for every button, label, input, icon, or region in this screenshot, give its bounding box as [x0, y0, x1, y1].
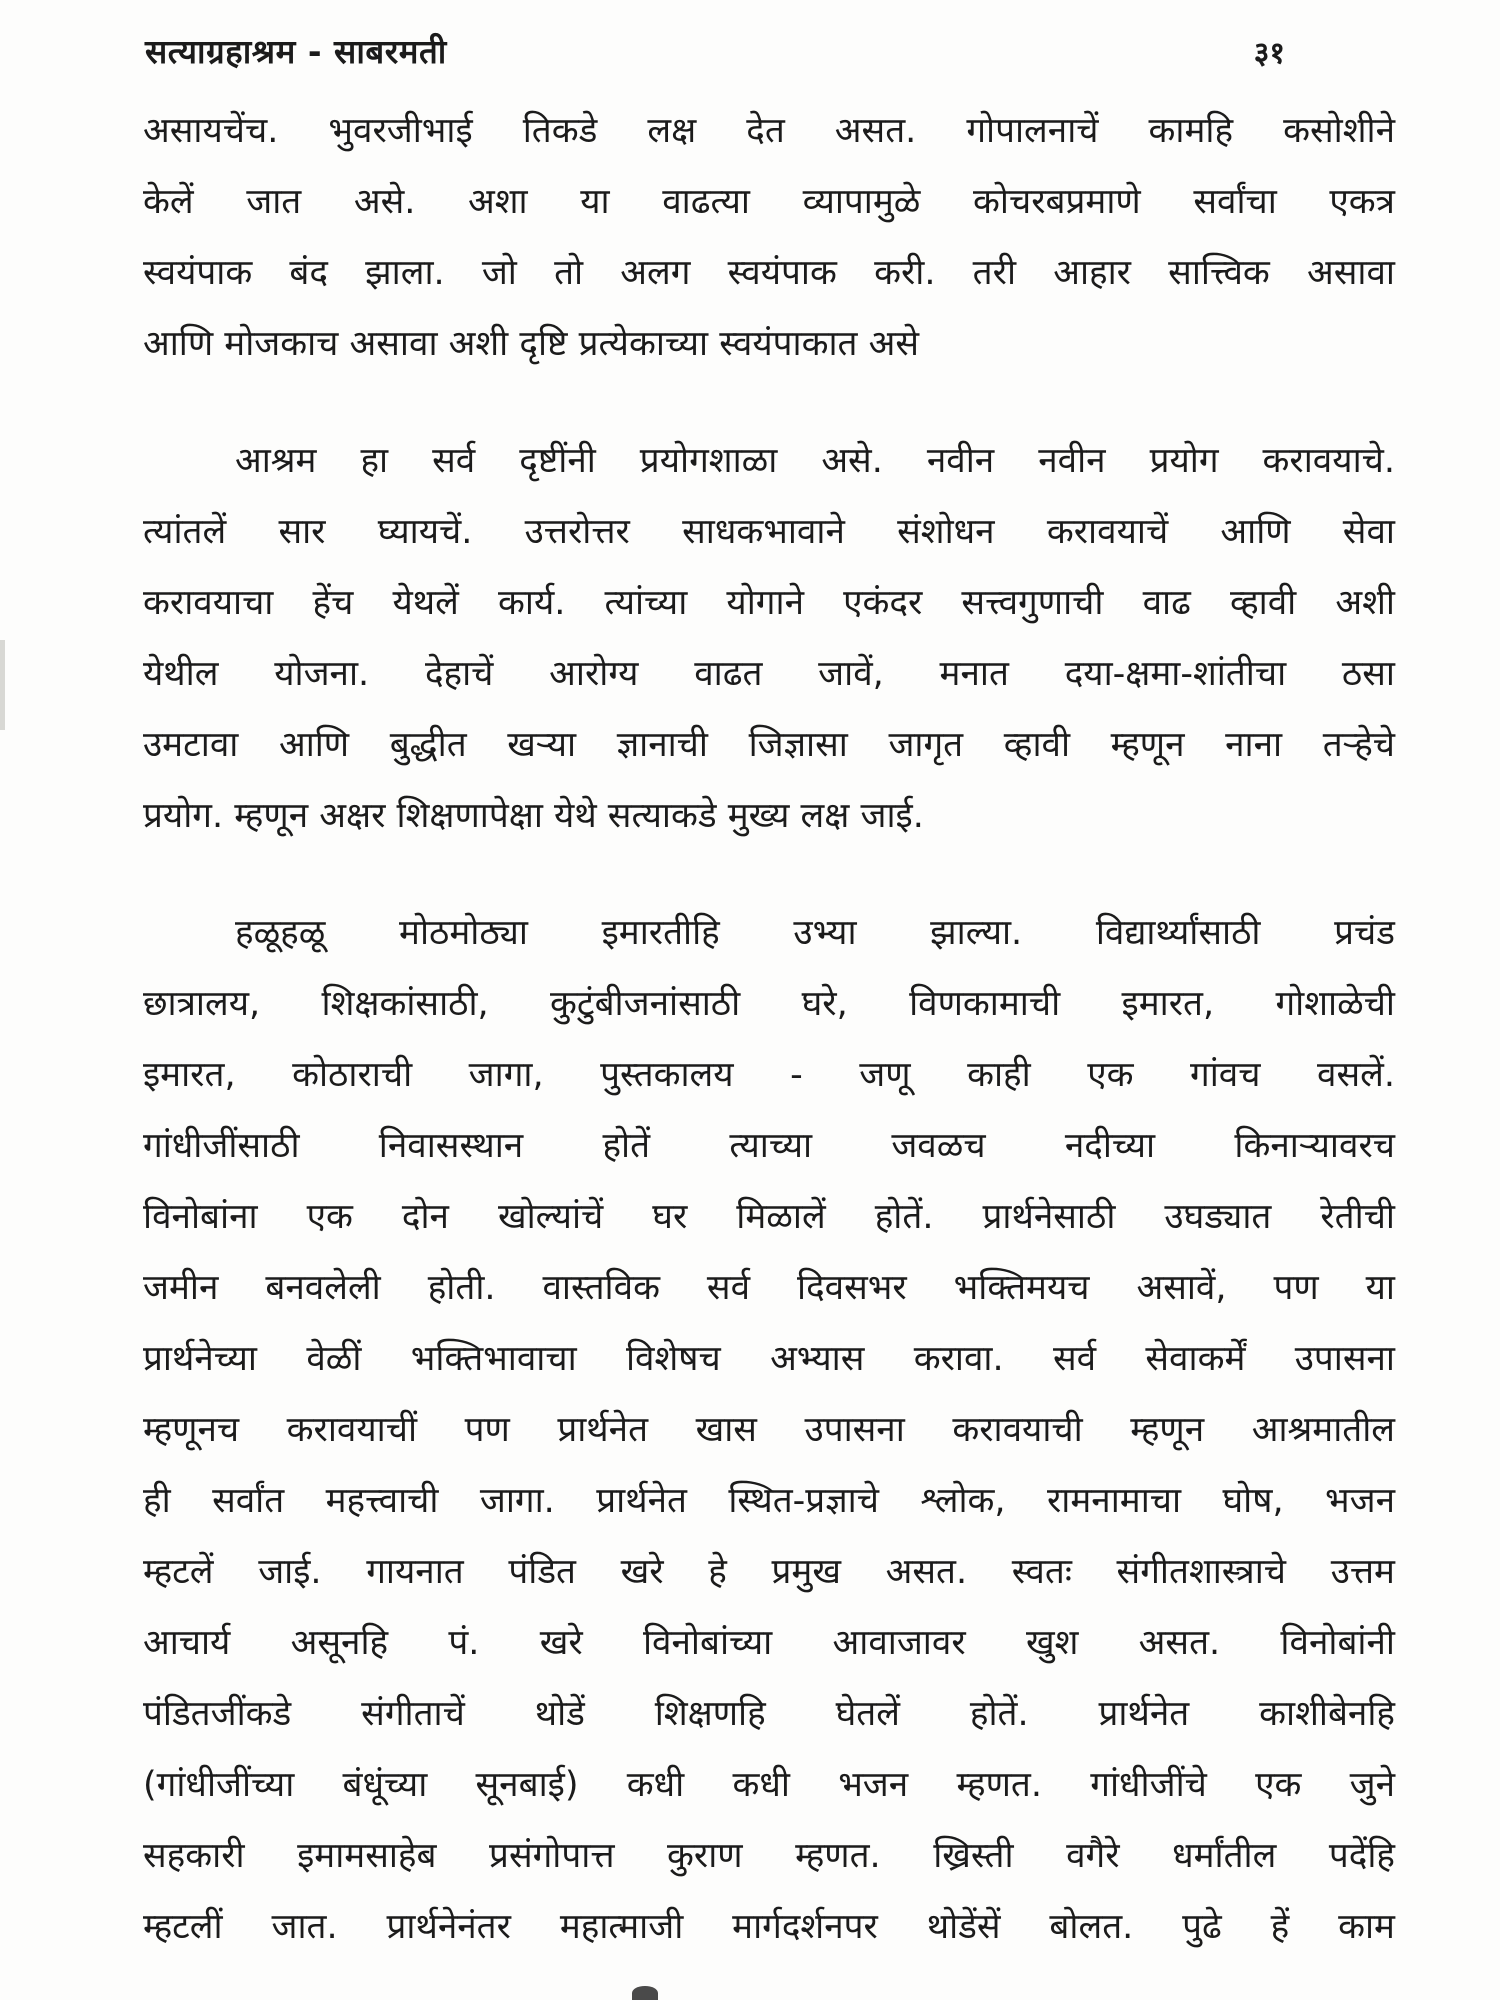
text-line: आश्रम हा सर्व दृष्टींनी प्रयोगशाळा असे. नवीन नवीन प्रयोग करावयाचे.: [235, 441, 1395, 481]
text-line: उमटावा आणि बुद्धीत खऱ्या ज्ञानाची जिज्ञासा जागृत व्हावी म्हणून नाना तऱ्हेचे: [143, 725, 1395, 765]
text-line: हळूहळू मोठमोठ्या इमारतीहि उभ्या झाल्या. विद्यार्थ्यांसाठी प्रचंड: [235, 913, 1395, 953]
text-line: येथील योजना. देहाचें आरोग्य वाढत जावें, मनात दया-क्षमा-शांतीचा ठसा: [143, 654, 1395, 694]
text-line: असायचेंच. भुवरजीभाई तिकडे लक्ष देत असत. गोपालनाचें कामहि कसोशीने: [143, 111, 1395, 151]
scan-smudge: [0, 640, 5, 730]
text-line: छात्रालय, शिक्षकांसाठी, कुटुंबीजनांसाठी घरे, विणकामाची इमारत, गोशाळेची: [143, 984, 1395, 1024]
text-line: त्यांतलें सार घ्यायचें. उत्तरोत्तर साधकभावाने संशोधन करावयाचें आणि सेवा: [143, 512, 1395, 552]
text-line: विनोबांना एक दोन खोल्यांचें घर मिळालें होतें. प्रार्थनेसाठी उघड्यात रेतीची: [143, 1197, 1395, 1237]
page-header: [145, 28, 1390, 73]
text-line: प्रार्थनेच्या वेळीं भक्तिभावाचा विशेषच अभ्यास करावा. सर्व सेवाकर्में उपासना: [143, 1339, 1395, 1379]
text-line: म्हणूनच करावयाचीं पण प्रार्थनेत खास उपासना करावयाची म्हणून आश्रमातील: [143, 1410, 1395, 1450]
text-line: इमारत, कोठाराची जागा, पुस्तकालय - जणू काही एक गांवच वसलें.: [143, 1055, 1395, 1095]
text-line: पंडितजींकडे संगीताचें थोडें शिक्षणहि घेतलें होतें. प्रार्थनेत काशीबेनहि: [143, 1694, 1395, 1734]
text-line: सहकारी इमामसाहेब प्रसंगोपात्त कुराण म्हणत. ख्रिस्ती वगैरे धर्मांतील पदेंहि: [143, 1836, 1395, 1876]
text-line: म्हटलीं जात. प्रार्थनेनंतर महात्माजी मार्गदर्शनपर थोडेंसें बोलत. पुढे हें काम: [143, 1907, 1395, 1947]
text-line: आणि मोजकाच असावा अशी दृष्टि प्रत्येकाच्या स्वयंपाकात असे: [143, 324, 919, 364]
text-line: केलें जात असे. अशा या वाढत्या व्यापामुळे कोचरबप्रमाणे सर्वांचा एकत्र: [143, 182, 1395, 222]
paragraph: [143, 898, 1395, 1963]
text-line: प्रयोग. म्हणून अक्षर शिक्षणापेक्षा येथे सत्याकडे मुख्य लक्ष जाई.: [143, 796, 924, 836]
text-line: (गांधीजींच्या बंधूंच्या सूनबाई) कधी कधी भजन म्हणत. गांधीजींचे एक जुने: [143, 1765, 1395, 1805]
page-title: सत्याग्रहाश्रम - साबरमती: [145, 32, 447, 71]
text-body: [143, 96, 1395, 2000]
paragraph: [143, 426, 1395, 852]
text-line: आचार्य असूनहि पं. खरे विनोबांच्या आवाजावर खुश असत. विनोबांनी: [143, 1623, 1395, 1663]
page-number: ३१: [1253, 36, 1285, 71]
text-line: ही सर्वांत महत्त्वाची जागा. प्रार्थनेत स्थित-प्रज्ञाचे श्लोक, रामनामाचा घोष, भजन: [143, 1481, 1395, 1521]
scan-artifact: [632, 1986, 658, 2000]
text-line: करावयाचा हेंच येथलें कार्य. त्यांच्या योगाने एकंदर सत्त्वगुणाची वाढ व्हावी अशी: [143, 583, 1395, 623]
text-line: म्हटलें जाई. गायनात पंडित खरे हे प्रमुख असत. स्वतः संगीतशास्त्राचे उत्तम: [143, 1552, 1395, 1592]
text-line: जमीन बनवलेली होती. वास्तविक सर्व दिवसभर भक्तिमयच असावें, पण या: [143, 1268, 1395, 1308]
text-line: गांधीजींसाठी निवासस्थान होतें त्याच्या जवळच नदीच्या किनाऱ्यावरच: [143, 1126, 1395, 1166]
text-line: स्वयंपाक बंद झाला. जो तो अलग स्वयंपाक करी. तरी आहार सात्त्विक असावा: [143, 253, 1395, 293]
paragraph: [143, 96, 1395, 380]
